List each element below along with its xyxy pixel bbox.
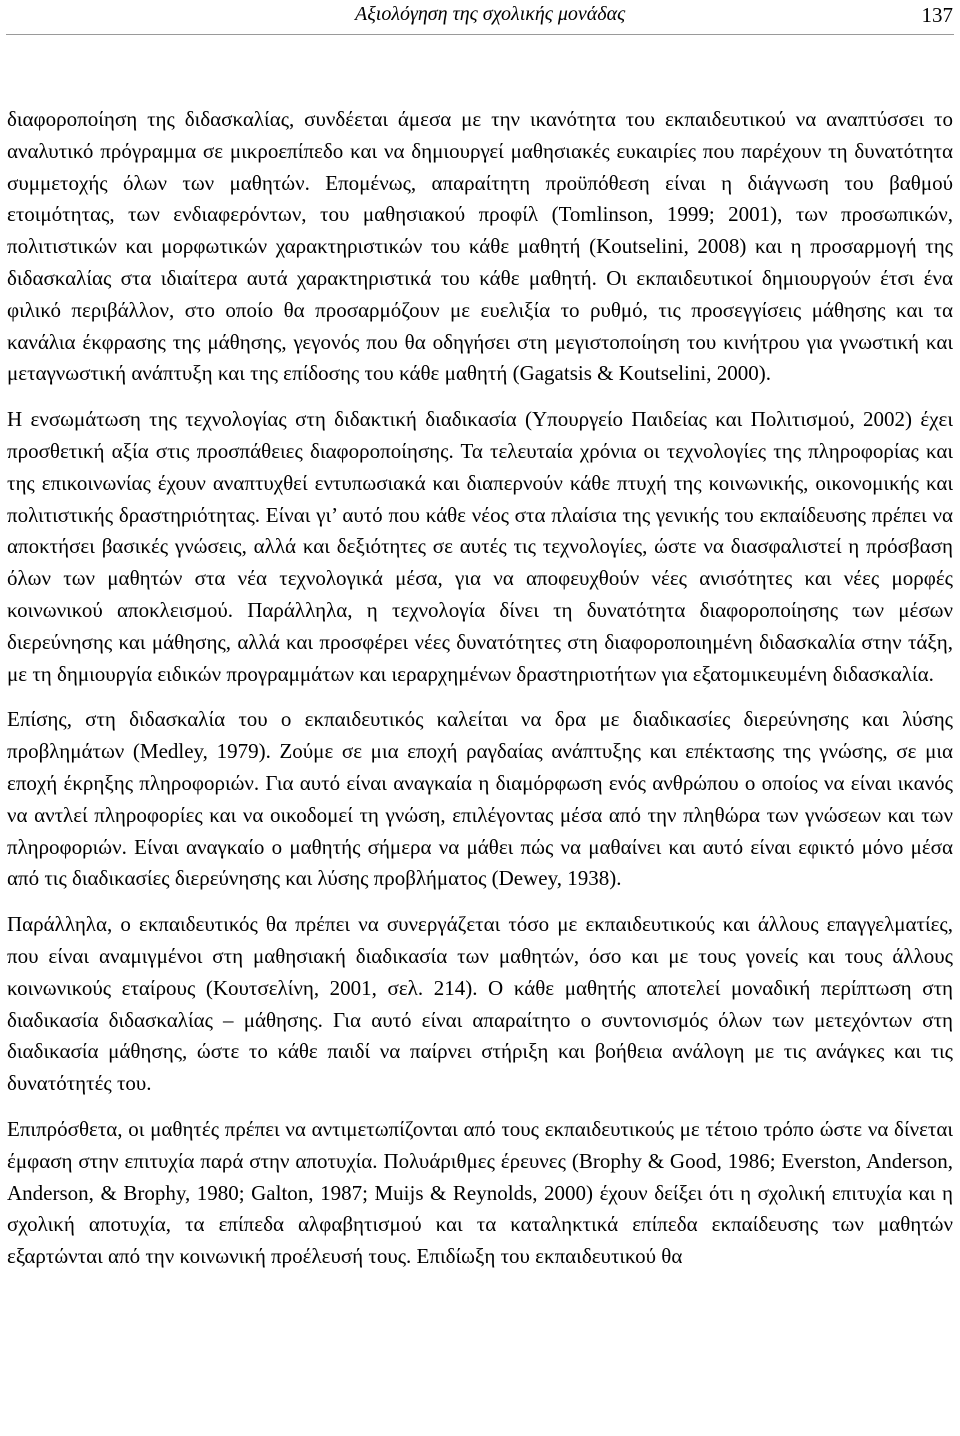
paragraph-4: Παράλληλα, ο εκπαιδευτικός θα πρέπει να συνεργάζεται τόσο με εκπαιδευτικούς και άλλους επαγγελματίες, που είναι αναμιγμένοι στη μαθησιακή διαδικασία των μαθητών, όσο και με τους γονείς και τους άλλους κοινωνικούς εταίρους (Κουτσελίνη, 2001, σελ. 214). Ο κάθε μαθητής αποτελεί μοναδική περίπτωση στη διαδικασία διδασκαλίας – μάθησης. Για αυτό είναι απαραίτητο ο συντονισμός όλων των μετεχόντων στη διαδικασία μάθησης, ώστε το κάθε παιδί να παίρνει στήριξη και βοήθεια ανάλογη με τις ανάγκες και τις δυνατότητές του. [7,912,953,1096]
paragraph-1: διαφοροποίηση της διδασκαλίας, συνδέεται άμεσα με την ικανότητα του εκπαιδευτικού να αναπτύσσει το αναλυτικό πρόγραμμα σε μικροεπίπεδο και να δημιουργεί μαθησιακές ευκαιρίες που παρέχουν τη δυνατότητα συμμετοχής όλων των μαθητών. Επομένως, απαραίτητη προϋπόθεση είναι η διάγνωση του βαθμού ετοιμότητας, των ενδιαφερόντων, του μαθησιακού προφίλ (Tomlinson, 1999; 2001), των προσωπικών, πολιτιστικών και μορφωτικών χαρακτηριστικών του κάθε μαθητή (Koutselini, 2008) και η προσαρμογή της διδασκαλίας στα ιδιαίτερα αυτά χαρακτηριστικά του κάθε μαθητή. Οι εκπαιδευτικοί δημιουργούν έτσι ένα φιλικό περιβάλλον, στο οποίο θα προσαρμόζουν με ευελιξία το ρυθμό, τις προσεγγίσεις μάθησης και τα κανάλια έκφρασης της μάθησης, γεγονός που θα οδηγήσει στη μεγιστοποίηση του κινήτρου για γνωστική και μεταγνωστική ανάπτυξη και της επίδοσης του κάθε μαθητή (Gagatsis & Koutselini, 2000). [7,107,953,386]
body-text [7,104,953,1273]
page-header [0,0,960,40]
header-divider [6,34,954,35]
paragraph-5: Επιπρόσθετα, οι μαθητές πρέπει να αντιμετωπίζονται από τους εκπαιδευτικούς με τέτοιο τρόπο ώστε να δίνεται έμφαση στην επιτυχία παρά στην αποτυχία. Πολυάριθμες έρευνες (Brophy & Good, 1986; Everston, Anderson, Anderson, & Brophy, 1980; Galton, 1987; Muijs & Reynolds, 2000) έχουν δείξει ότι η σχολική επιτυχία και η σχολική αποτυχία, τα επίπεδα αλφαβητισμού και τα καταληκτικά επίπεδα εκπαίδευσης των μαθητών εξαρτώνται από την κοινωνική προέλευσή τους. Επιδίωξη του εκπαιδευτικού θα [7,1116,953,1269]
running-title: Αξιολόγηση της σχολικής μονάδας [355,3,626,25]
paragraph-3: Επίσης, στη διδασκαλία του ο εκπαιδευτικός καλείται να δρα με διαδικασίες διερεύνησης και λύσης προβλημάτων (Medley, 1979). Ζούμε σε μια εποχή ραγδαίας ανάπτυξης και επέκτασης της γνώσης, σε μια εποχή έκρηξης πληροφοριών. Για αυτό είναι αναγκαία η διαμόρφωση ενός ανθρώπου ο οποίος να είναι ικανός να αντλεί πληροφορίες και να οικοδομεί τη γνώση, επιλέγοντας μέσα από την πληθώρα των γνώσεων και των πληροφοριών. Είναι αναγκαίο ο μαθητής σήμερα να μάθει πώς να μαθαίνει και αυτό είναι εφικτό μόνο μέσα από τις διαδικασίες διερεύνησης και λύσης προβλήματος (Dewey, 1938). [7,707,953,891]
page-number: 137 [921,3,953,27]
paragraph-2: Η ενσωμάτωση της τεχνολογίας στη διδακτική διαδικασία (Υπουργείο Παιδείας και Πολιτισμού, 2002) έχει προσθετική αξία στις προσπάθειες διαφοροποίησης. Τα τελευταία χρόνια οι τεχνολογίες της πληροφορίας και της επικοινωνίας έχουν αναπτυχθεί εντυπωσιακά και διαπερνούν κάθε πτυχή της κοινωνικής, οικονομικής και πολιτιστικής δραστηριότητας. Είναι γι’ αυτό που κάθε νέος στα πλαίσια της γενικής του εκπαίδευσης πρέπει να αποκτήσει βασικές γνώσεις, αλλά και δεξιότητες σε αυτές τις τεχνολογίες, ώστε να διασφαλιστεί η πρόσβαση όλων των μαθητών στα νέα τεχνολογικά μέσα, για να αποφευχθούν νέες ανισότητες και νέες μορφές κοινωνικού αποκλεισμού. Παράλληλα, η τεχνολογία δίνει τη δυνατότητα διαφοροποίησης των μέσων διερεύνησης και μάθησης, αλλά και προσφέρει νέες δυνατότητες στη διαφοροποιημένη διδασκαλία στην τάξη, με τη δημιουργία ειδικών προγραμμάτων και ιεραρχημένων δραστηριοτήτων για εξατομικευμένη διδασκαλία. [7,407,953,686]
